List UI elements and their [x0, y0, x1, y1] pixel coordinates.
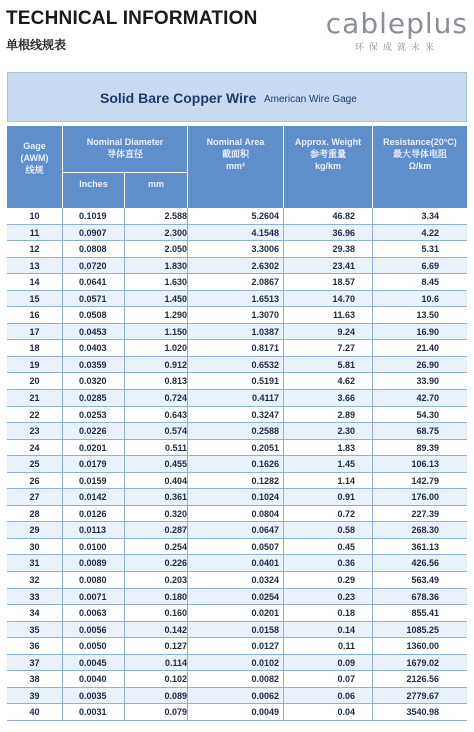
cell-resistance: 3.34: [421, 211, 439, 221]
cell-diameter-mm: 1.290: [164, 310, 187, 321]
cell-resistance: 2126.56: [406, 674, 439, 685]
cell-gage: 28: [29, 508, 40, 519]
cell-weight: 14.70: [332, 293, 355, 304]
table-row: [7, 241, 467, 258]
cell-gage: 25: [29, 459, 40, 470]
header-diameter-inches: Inches: [79, 179, 108, 189]
cell-diameter-inches: 0.0453: [79, 326, 107, 337]
cell-weight: 0.45: [337, 541, 355, 552]
cell-diameter-mm: 1.150: [164, 326, 187, 337]
cell-resistance: 42.70: [416, 393, 439, 404]
cell-diameter-inches: 0.0056: [79, 624, 107, 635]
cell-diameter-inches: 0.0808: [79, 244, 107, 255]
cell-gage: 13: [29, 260, 40, 271]
cell-weight: 0.58: [337, 525, 355, 536]
cell-diameter-mm: 2.050: [164, 244, 187, 255]
cell-weight: 0.23: [337, 591, 355, 602]
cell-diameter-inches: 0.0571: [79, 293, 107, 304]
cell-weight: 29.38: [332, 244, 355, 255]
header-diameter-mm: mm: [147, 179, 164, 189]
cell-diameter-mm: 2.300: [164, 227, 187, 238]
cell-resistance: 8.45: [421, 277, 439, 288]
page-title: TECHNICAL INFORMATION: [6, 8, 258, 29]
cell-gage: 15: [29, 293, 40, 304]
cell-area: 1.0387: [251, 326, 279, 337]
cell-weight: 36.96: [332, 227, 355, 238]
table-row: [7, 440, 467, 457]
cell-gage: 27: [29, 492, 40, 503]
cell-resistance: 21.40: [416, 343, 439, 354]
cell-resistance: 1085.25: [406, 624, 439, 635]
cell-gage: 16: [29, 310, 40, 321]
table-row: [7, 357, 467, 374]
cell-diameter-inches: 0.0508: [79, 310, 107, 321]
cell-weight: 2.30: [337, 426, 355, 437]
cell-diameter-mm: 0.089: [164, 690, 187, 701]
table-row: [7, 605, 467, 622]
table-row: [7, 258, 467, 275]
cell-weight: 1.45: [337, 459, 355, 470]
cell-area: 0.2051: [251, 442, 279, 453]
cell-weight: 0.91: [337, 492, 355, 503]
cell-gage: 21: [29, 393, 40, 404]
cell-diameter-mm: 1.630: [164, 277, 187, 288]
cell-diameter-inches: 0.0907: [79, 227, 107, 238]
cell-resistance: 10.6: [421, 293, 439, 304]
cell-resistance: 361.13: [411, 541, 439, 552]
table-row: [7, 456, 467, 473]
cell-area: 0.0647: [251, 525, 279, 536]
cell-resistance: 4.22: [421, 227, 439, 238]
cell-weight: 1.14: [337, 475, 355, 486]
table-row: [7, 539, 467, 556]
cell-gage: 29: [29, 525, 40, 536]
cell-weight: 5.81: [337, 359, 355, 370]
cell-gage: 24: [29, 442, 40, 453]
cell-diameter-inches: 0.0080: [79, 575, 107, 586]
cell-gage: 40: [29, 707, 40, 718]
cell-diameter-mm: 0.226: [164, 558, 187, 569]
page-header: [0, 0, 474, 62]
logo-tagline: 环保成就未来: [354, 42, 439, 52]
cell-diameter-inches: 0.0113: [79, 525, 107, 536]
cell-weight: 4.62: [337, 376, 355, 387]
cell-diameter-mm: 0.079: [164, 707, 187, 718]
cell-gage: 23: [29, 426, 40, 437]
banner-subtitle: American Wire Gage: [264, 94, 357, 105]
cell-diameter-inches: 0.0720: [79, 260, 107, 271]
cell-diameter-mm: 0.574: [164, 426, 187, 437]
cell-gage: 30: [29, 541, 40, 552]
cell-area: 0.5191: [251, 376, 279, 387]
cell-gage: 10: [29, 211, 40, 221]
cell-diameter-mm: 0.287: [164, 525, 187, 536]
cell-resistance: 563.49: [411, 575, 439, 586]
table-row: [7, 373, 467, 390]
table-row: [7, 340, 467, 357]
cell-gage: 14: [29, 277, 40, 288]
cell-diameter-inches: 0.0403: [79, 343, 107, 354]
wire-gage-table: [7, 72, 467, 726]
header-area: Nominal Area 截面积 mm²: [206, 137, 265, 171]
table-row: [7, 589, 467, 606]
cell-diameter-mm: 0.455: [164, 459, 187, 470]
cell-weight: 0.07: [337, 674, 355, 685]
cell-area: 0.0201: [251, 608, 279, 619]
table-row: [7, 291, 467, 308]
cell-gage: 18: [29, 343, 40, 354]
cell-weight: 0.14: [337, 624, 355, 635]
cell-diameter-inches: 0.0100: [79, 541, 107, 552]
cell-area: 2.6302: [251, 260, 279, 271]
cell-diameter-mm: 0.361: [164, 492, 187, 503]
cell-diameter-inches: 0.0035: [79, 690, 107, 701]
cell-diameter-mm: 0.724: [164, 393, 187, 404]
cell-weight: 18.57: [332, 277, 355, 288]
cell-diameter-inches: 0.1019: [79, 211, 107, 221]
cell-diameter-inches: 0.0179: [79, 459, 107, 470]
cell-resistance: 3540.98: [406, 707, 439, 718]
cell-area: 0.2588: [251, 426, 279, 437]
cell-area: 0.0401: [251, 558, 279, 569]
cell-area: 0.0254: [251, 591, 279, 602]
brand-logo: [325, 7, 468, 53]
cell-resistance: 142.79: [411, 475, 439, 486]
cell-diameter-inches: 0.0031: [79, 707, 107, 718]
banner-title: Solid Bare Copper Wire: [100, 90, 257, 106]
cell-resistance: 1679.02: [406, 657, 439, 668]
cell-area: 0.0127: [251, 641, 279, 652]
cell-weight: 7.27: [337, 343, 355, 354]
cell-area: 0.0324: [251, 575, 279, 586]
cell-area: 1.6513: [251, 293, 279, 304]
cell-resistance: 68.75: [416, 426, 439, 437]
cell-resistance: 26.90: [416, 359, 439, 370]
cell-diameter-inches: 0.0320: [79, 376, 107, 387]
table-body: [7, 208, 467, 721]
cell-resistance: 2779.67: [406, 690, 439, 701]
cell-gage: 36: [29, 641, 40, 652]
table-row: [7, 225, 467, 242]
cell-diameter-mm: 1.020: [164, 343, 187, 354]
table-row: [7, 688, 467, 705]
cell-gage: 38: [29, 674, 40, 685]
cell-diameter-inches: 0.0050: [79, 641, 107, 652]
cell-area: 0.6532: [251, 359, 279, 370]
table-row: [7, 423, 467, 440]
cell-diameter-mm: 0.404: [164, 475, 187, 486]
table-row: [7, 407, 467, 424]
cell-area: 0.0507: [251, 541, 279, 552]
table-banner: [7, 72, 467, 122]
cell-diameter-mm: 0.160: [164, 608, 187, 619]
cell-area: 0.0804: [251, 508, 279, 519]
cell-diameter-mm: 0.254: [164, 541, 187, 552]
cell-area: 2.0867: [251, 277, 279, 288]
cell-resistance: 268.30: [411, 525, 439, 536]
cell-weight: 1.83: [337, 442, 355, 453]
cell-diameter-mm: 0.320: [164, 508, 187, 519]
cell-resistance: 678.36: [411, 591, 439, 602]
cell-area: 0.1282: [251, 475, 279, 486]
table-row: [7, 506, 467, 523]
cell-diameter-inches: 0.0253: [79, 409, 107, 420]
cell-gage: 32: [29, 575, 40, 586]
cell-diameter-inches: 0.0126: [79, 508, 107, 519]
table-row: [7, 307, 467, 324]
cell-area: 3.3006: [251, 244, 279, 255]
table-row: [7, 473, 467, 490]
cell-resistance: 54.30: [416, 409, 439, 420]
cell-gage: 34: [29, 608, 40, 619]
header-diameter: Nominal Diameter 导体直径: [86, 137, 164, 159]
cell-gage: 26: [29, 475, 40, 486]
cell-resistance: 227.39: [411, 508, 439, 519]
header-gage: Gage (AWM) 线规: [20, 141, 49, 175]
cell-diameter-inches: 0.0285: [79, 393, 107, 404]
cell-weight: 9.24: [337, 326, 355, 337]
cell-weight: 23.41: [332, 260, 355, 271]
table-row: [7, 274, 467, 291]
cell-area: 1.3070: [251, 310, 279, 321]
cell-resistance: 1360.00: [406, 641, 439, 652]
cell-resistance: 16.90: [416, 326, 439, 337]
cell-area: 0.0082: [251, 674, 279, 685]
cell-gage: 12: [29, 244, 40, 255]
cell-diameter-mm: 0.114: [164, 657, 187, 668]
cell-area: 0.4117: [251, 393, 279, 404]
cell-diameter-mm: 1.830: [164, 260, 187, 271]
table-row: [7, 208, 467, 225]
cell-resistance: 6.69: [421, 260, 439, 271]
table-row: [7, 555, 467, 572]
cell-gage: 19: [29, 359, 40, 370]
cell-resistance: 855.41: [411, 608, 439, 619]
cell-area: 4.1548: [251, 227, 279, 238]
cell-diameter-mm: 0.142: [164, 624, 187, 635]
cell-diameter-mm: 0.180: [164, 591, 187, 602]
cell-weight: 0.72: [337, 508, 355, 519]
cell-weight: 2.89: [337, 409, 355, 420]
cell-gage: 33: [29, 591, 40, 602]
table-row: [7, 671, 467, 688]
cell-diameter-mm: 2.588: [164, 211, 187, 221]
cell-gage: 35: [29, 624, 40, 635]
cell-diameter-inches: 0.0045: [79, 657, 107, 668]
cell-diameter-mm: 0.203: [164, 575, 187, 586]
cell-weight: 0.36: [337, 558, 355, 569]
cell-diameter-mm: 0.511: [164, 442, 187, 453]
cell-diameter-inches: 0.0142: [79, 492, 107, 503]
cell-resistance: 176.00: [411, 492, 439, 503]
cell-diameter-mm: 0.912: [164, 359, 187, 370]
cell-weight: 0.11: [337, 641, 355, 652]
table-row: [7, 622, 467, 639]
cell-diameter-inches: 0.0071: [79, 591, 107, 602]
cell-diameter-inches: 0.0226: [79, 426, 107, 437]
cell-weight: 46.82: [332, 211, 355, 221]
cell-resistance: 33.90: [416, 376, 439, 387]
cell-area: 0.1626: [251, 459, 279, 470]
table-row: [7, 655, 467, 672]
table-row: [7, 390, 467, 407]
cell-diameter-mm: 0.102: [164, 674, 187, 685]
cell-area: 0.0049: [251, 707, 279, 718]
cell-area: 0.0102: [251, 657, 279, 668]
page-subtitle: 单根线规表: [6, 38, 67, 52]
cell-weight: 0.09: [337, 657, 355, 668]
cell-resistance: 426.56: [411, 558, 439, 569]
cell-gage: 17: [29, 326, 40, 337]
cell-area: 0.8171: [251, 343, 279, 354]
cell-diameter-inches: 0.0040: [79, 674, 107, 685]
cell-diameter-inches: 0.0159: [79, 475, 107, 486]
table-row: [7, 638, 467, 655]
header-resistance: Resistance(20°C) 最大导体电阻 Ω/km: [383, 137, 457, 171]
cell-diameter-inches: 0.0063: [79, 608, 107, 619]
cell-area: 0.3247: [251, 409, 279, 420]
cell-gage: 31: [29, 558, 40, 569]
header-weight: Approx. Weight 参考重量 kg/km: [294, 137, 362, 171]
cell-area: 0.1024: [251, 492, 279, 503]
cell-resistance: 106.13: [411, 459, 439, 470]
table-row: [7, 704, 467, 721]
cell-gage: 22: [29, 409, 40, 420]
cell-diameter-inches: 0.0641: [79, 277, 107, 288]
cell-gage: 37: [29, 657, 40, 668]
cell-gage: 11: [29, 227, 40, 238]
cell-gage: 39: [29, 690, 40, 701]
cell-diameter-inches: 0.0201: [79, 442, 107, 453]
cell-gage: 20: [29, 376, 40, 387]
cell-diameter-mm: 1.450: [164, 293, 187, 304]
cell-diameter-mm: 0.127: [164, 641, 187, 652]
cell-diameter-inches: 0.0359: [79, 359, 107, 370]
cell-weight: 3.66: [337, 393, 355, 404]
cell-diameter-inches: 0.0089: [79, 558, 107, 569]
logo-text: cableplus: [325, 7, 468, 40]
table-row: [7, 572, 467, 589]
table-row: [7, 324, 467, 341]
cell-weight: 0.04: [337, 707, 355, 718]
cell-resistance: 5.31: [421, 244, 439, 255]
cell-resistance: 13.50: [416, 310, 439, 321]
cell-area: 5.2604: [251, 211, 279, 221]
cell-resistance: 89.39: [416, 442, 439, 453]
cell-area: 0.0062: [251, 690, 279, 701]
cell-diameter-mm: 0.813: [164, 376, 187, 387]
cell-area: 0.0158: [251, 624, 279, 635]
cell-diameter-mm: 0.643: [164, 409, 187, 420]
cell-weight: 0.18: [337, 608, 355, 619]
cell-weight: 11.63: [332, 310, 355, 321]
table-row: [7, 522, 467, 539]
cell-weight: 0.06: [337, 690, 355, 701]
cell-weight: 0.29: [337, 575, 355, 586]
table-row: [7, 489, 467, 506]
table-header: [7, 126, 467, 208]
